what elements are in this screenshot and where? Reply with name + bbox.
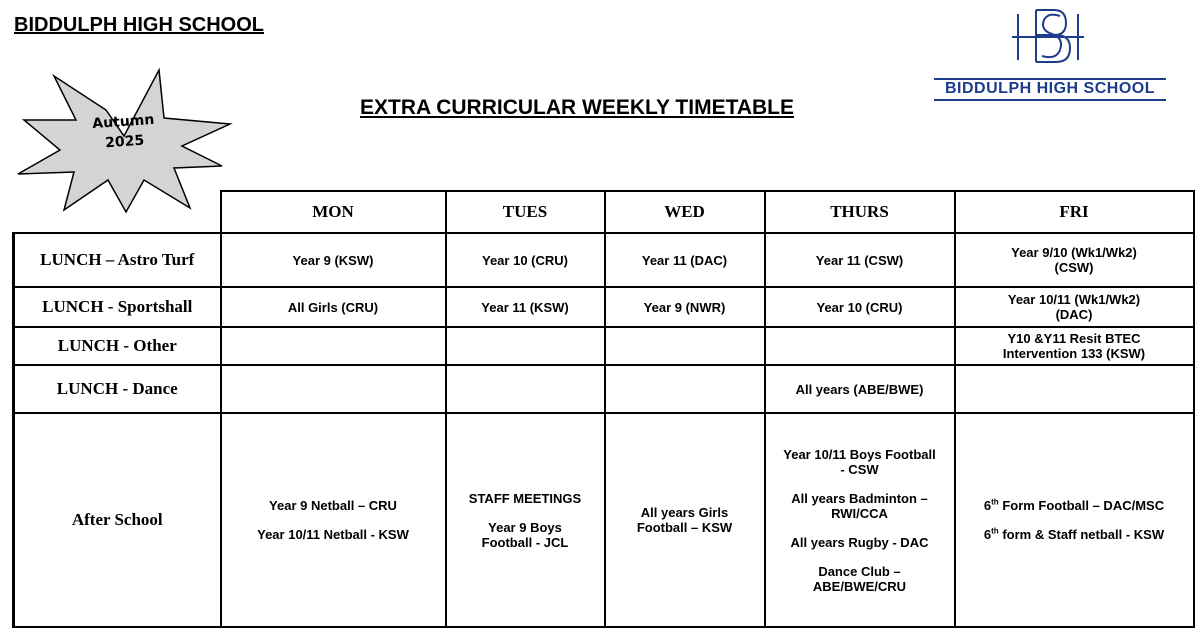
session-text: Year 11 (DAC)	[641, 252, 728, 268]
row-lunch-other	[14, 327, 1194, 365]
day-thurs: THURS	[765, 191, 955, 233]
session-text: All Girls (CRU)	[287, 299, 379, 315]
session-cell	[446, 365, 605, 413]
day-tues: TUES	[446, 191, 605, 233]
session-text	[962, 498, 1187, 513]
session-cell	[605, 413, 765, 627]
day-fri: FRI	[955, 191, 1194, 233]
session-text: Year 11 (CSW)	[815, 252, 904, 268]
ordinal-number: 6	[983, 498, 992, 513]
session-text	[962, 527, 1187, 542]
ordinal-suffix: th	[991, 526, 999, 536]
row-lunch-astro	[14, 233, 1194, 287]
session-cell	[955, 413, 1194, 627]
timetable	[12, 190, 1195, 628]
session-text: Year 9 Boys	[488, 519, 562, 535]
session-text: Year 10 (CRU)	[482, 252, 568, 268]
session-text: (CSW)	[1054, 260, 1094, 275]
term-season: Autumn	[91, 111, 155, 133]
row-label: LUNCH - Sportshall	[14, 287, 221, 327]
session-text: Y10 &Y11 Resit BTEC	[1007, 331, 1141, 346]
session-text: Year 9 Netball – CRU	[269, 498, 397, 513]
session-text: Dance Club –	[818, 563, 901, 579]
session-text: Year 10 (CRU)	[816, 299, 903, 315]
session-cell	[605, 327, 765, 365]
session-text: (DAC)	[1055, 307, 1093, 322]
session-text: Year 10/11 Boys Football	[783, 446, 936, 462]
session-text: Year 11 (KSW)	[481, 299, 569, 315]
session-cell	[446, 287, 605, 327]
session-text: RWI/CCA	[831, 505, 888, 521]
session-text: STAFF MEETINGS	[468, 490, 582, 506]
day-mon: MON	[221, 191, 446, 233]
page-title: EXTRA CURRICULAR WEEKLY TIMETABLE	[360, 96, 795, 119]
session-text: All years (ABE/BWE)	[795, 381, 924, 397]
session-text: Year 9 (KSW)	[292, 252, 374, 268]
session-text: All years Girls	[640, 505, 729, 520]
session-cell	[221, 365, 446, 413]
session-cell	[605, 233, 765, 287]
session-cell	[955, 233, 1194, 287]
session-text: All years Badminton –	[791, 490, 928, 506]
session-cell	[765, 413, 955, 627]
session-text: Football - JCL	[481, 534, 569, 550]
session-cell	[446, 327, 605, 365]
session-text: Year 10/11 Netball - KSW	[257, 527, 409, 542]
school-name: BIDDULPH HIGH SCHOOL	[14, 14, 264, 36]
session-cell	[955, 365, 1194, 413]
row-after-school	[14, 413, 1194, 627]
session-detail: form & Staff netball - KSW	[998, 527, 1165, 542]
session-cell	[765, 327, 955, 365]
session-cell	[765, 287, 955, 327]
session-cell	[446, 233, 605, 287]
row-lunch-dance	[14, 365, 1194, 413]
session-cell	[955, 287, 1194, 327]
term-year: 2025	[104, 132, 145, 152]
day-wed: WED	[605, 191, 765, 233]
session-cell	[955, 327, 1194, 365]
school-logo	[930, 4, 1170, 100]
day-header-row	[14, 191, 1194, 233]
monogram-icon	[930, 4, 1170, 78]
session-text: - CSW	[840, 461, 879, 477]
session-cell	[221, 413, 446, 627]
session-cell	[221, 287, 446, 327]
session-text: ABE/BWE/CRU	[812, 578, 907, 594]
corner-cell	[14, 191, 221, 233]
logo-wordmark: BIDDULPH HIGH SCHOOL	[934, 78, 1166, 101]
session-cell	[765, 365, 955, 413]
session-cell	[221, 327, 446, 365]
row-label: LUNCH - Dance	[14, 365, 221, 413]
session-text: All years Rugby - DAC	[790, 534, 929, 550]
session-cell	[446, 413, 605, 627]
row-label: LUNCH – Astro Turf	[14, 233, 221, 287]
row-label: After School	[14, 413, 221, 627]
session-text: Intervention 133 (KSW)	[1002, 346, 1146, 361]
session-text: Year 10/11 (Wk1/Wk2)	[1007, 292, 1141, 307]
row-label: LUNCH - Other	[14, 327, 221, 365]
session-cell	[605, 365, 765, 413]
session-cell	[605, 287, 765, 327]
session-cell	[765, 233, 955, 287]
session-detail: Form Football – DAC/MSC	[998, 498, 1165, 513]
ordinal-suffix: th	[991, 497, 999, 507]
session-text: Football – KSW	[636, 520, 733, 535]
row-lunch-sportshall	[14, 287, 1194, 327]
session-text: Year 9/10 (Wk1/Wk2)	[1011, 245, 1137, 260]
ordinal-number: 6	[983, 527, 992, 542]
session-text: Year 9 (NWR)	[643, 299, 726, 315]
session-cell	[221, 233, 446, 287]
